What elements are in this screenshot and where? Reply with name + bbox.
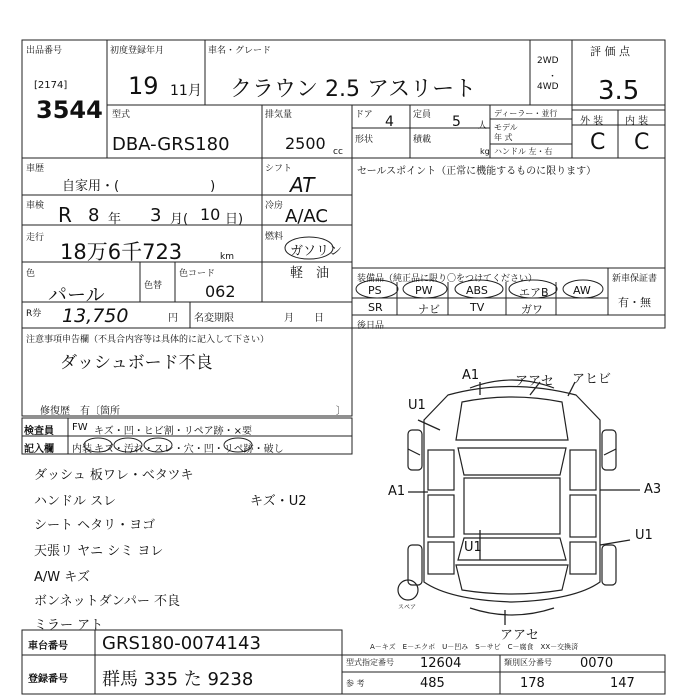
diag-legend: A－キズ E－エクボ U－凹み S－サビ C－腐食 XX－交換済 xyxy=(370,643,579,651)
history-label: 車歴 xyxy=(26,164,45,174)
month-unit: 月( xyxy=(170,212,189,227)
inspector-row2: キズ・汚れ・スレ・穴・凹・リペ跡・破し xyxy=(94,444,284,455)
history-value: 自家用・( ) xyxy=(62,179,216,194)
km-unit: km xyxy=(220,252,234,262)
inspector-fw: FW xyxy=(72,422,88,433)
cc-unit: cc xyxy=(333,147,343,157)
diag-spare: スペア xyxy=(398,604,417,611)
color-code-value: 062 xyxy=(205,282,236,301)
ext-label: 外 装 xyxy=(580,116,604,127)
drive-2wd: 2WD xyxy=(537,56,559,66)
month-day: 月 日 xyxy=(284,313,324,324)
name-change-label: 名変期限 xyxy=(194,313,234,324)
diag-mark-6: A3 xyxy=(644,482,662,497)
ref-value-3: 147 xyxy=(610,676,635,691)
color-code-label: 色コード xyxy=(179,269,216,279)
handle-label: ハンドル 左・右 xyxy=(494,147,553,156)
reg-year: 19 xyxy=(128,72,159,100)
capacity-value: 5 xyxy=(452,114,461,130)
reg-month: 11月 xyxy=(170,83,202,99)
spec-cert-value: 12604 xyxy=(420,656,462,671)
equip-pw: PW xyxy=(415,284,433,297)
lot-sub: [2174] xyxy=(34,80,68,91)
car-name-label: 車名・グレード xyxy=(208,46,272,56)
year-unit: 年 xyxy=(108,212,122,227)
remark-3: シート ヘタリ・ヨゴ xyxy=(34,518,156,533)
remark-side-note: キズ・U2 xyxy=(250,494,307,509)
class-label: 類別区分番号 xyxy=(504,658,552,667)
mileage-value: 18万6千723 xyxy=(60,240,183,264)
diag-mark-9: アアセ xyxy=(500,628,539,643)
inspection-day: 10 xyxy=(200,205,221,224)
reg-value: 群馬 335 た 9238 xyxy=(102,669,254,690)
ref-value-1: 485 xyxy=(420,676,445,691)
model-year-label: モデル xyxy=(494,123,518,132)
ref-value-2: 178 xyxy=(520,676,545,691)
diag-mark-8: U1 xyxy=(464,540,482,555)
inspection-year: 8 xyxy=(88,205,100,226)
day-unit: 日) xyxy=(225,212,244,227)
yen-unit: 円 xyxy=(168,313,178,324)
color-change-label: 色替 xyxy=(144,281,163,291)
rating-value: 3.5 xyxy=(598,76,640,106)
remark-1: ダッシュ 板ワレ・ベタツキ xyxy=(34,468,194,483)
model-value: DBA-GRS180 xyxy=(112,134,230,155)
car-name: クラウン 2.5 アスリート xyxy=(230,77,477,102)
inspector-label1: 検査員 xyxy=(24,426,54,437)
equip-abs: ABS xyxy=(466,284,488,297)
shift-value: AT xyxy=(290,173,315,197)
model-year-label2: 年 式 xyxy=(494,133,513,142)
equip-airbag: エアB xyxy=(519,286,549,299)
diag-mark-7: U1 xyxy=(635,528,653,543)
ac-value: A/AC xyxy=(285,206,328,227)
doors-label: ドア xyxy=(355,110,373,120)
int-value: C xyxy=(634,130,650,155)
inspection-era: R xyxy=(58,203,72,227)
color-value: パール xyxy=(48,284,105,306)
capacity-label: 定員 xyxy=(413,110,432,120)
mileage-label: 走行 xyxy=(26,233,45,243)
drive-dot: ・ xyxy=(548,72,558,82)
inspector-row1: キズ・凹・ヒビ割・リペア跡・×要 xyxy=(94,426,252,437)
equip-tv: TV xyxy=(470,301,485,314)
repair-label: 修復歴 有〔箇所 xyxy=(40,406,120,417)
kg-unit: kg xyxy=(480,147,490,156)
inspector-int-label: 内装 xyxy=(72,444,92,455)
ref-label: 参 考 xyxy=(346,679,365,688)
chassis-value: GRS180-0074143 xyxy=(102,633,261,654)
doors-value: 4 xyxy=(385,114,394,130)
diag-mark-1: A1 xyxy=(462,368,480,383)
notes-value: ダッシュボード不良 xyxy=(60,353,213,373)
shift-label: シフト xyxy=(265,164,293,174)
load-label: 積載 xyxy=(413,135,432,145)
int-label: 内 装 xyxy=(625,116,649,127)
remark-2: ハンドル スレ xyxy=(34,494,117,509)
notes-label: 注意事項申告欄（不具合内容等は具体的に記入して下さい） xyxy=(26,335,270,345)
equip-aw: AW xyxy=(573,284,591,297)
displacement-label: 排気量 xyxy=(265,110,293,120)
lot-number: 3544 xyxy=(36,96,103,124)
remark-5: A/W キズ xyxy=(34,570,90,585)
diag-mark-4: U1 xyxy=(408,398,426,413)
lot-label: 出品番号 xyxy=(26,46,63,56)
fuel-label: 燃料 xyxy=(265,232,284,242)
drive-4wd: 4WD xyxy=(537,82,559,92)
new-warranty-label: 新車保証書 xyxy=(612,274,658,284)
ac-label: 冷房 xyxy=(265,201,284,211)
diag-mark-2: アアセ xyxy=(515,374,554,389)
fuel-other: 軽 油 xyxy=(290,266,330,281)
dealer-label: ディーラー・並行 xyxy=(494,109,558,118)
recycle-value: 13,750 xyxy=(62,305,129,327)
rating-label: 評 価 点 xyxy=(590,45,630,58)
diag-mark-5: A1 xyxy=(388,484,406,499)
class-value: 0070 xyxy=(580,656,614,671)
equip-gawa: ガワ xyxy=(521,303,543,316)
inspection-label: 車検 xyxy=(26,201,45,211)
equip-label: 装備品（純正品に限り〇をつけてください） xyxy=(357,274,538,284)
remark-7: ミラー アト xyxy=(34,618,104,633)
equip-ps: PS xyxy=(368,284,382,297)
recycle-label: R券 xyxy=(26,309,42,319)
person-unit: 人 xyxy=(478,121,488,131)
warranty-value: 有・無 xyxy=(618,296,651,309)
first-reg-label: 初度登録年月 xyxy=(110,46,165,56)
diag-mark-3: アヒビ xyxy=(572,372,612,387)
inspection-month: 3 xyxy=(150,205,162,226)
ext-value: C xyxy=(590,130,606,155)
model-label: 型式 xyxy=(112,110,131,120)
remark-6: ボンネットダンパー 不良 xyxy=(34,594,180,609)
remark-4: 天張リ ヤニ シミ ヨレ xyxy=(34,544,164,559)
inspector-label2: 記入欄 xyxy=(24,444,54,455)
spec-cert-label: 型式指定番号 xyxy=(346,658,394,667)
displacement-value: 2500 xyxy=(285,134,326,153)
repair-close: 〕 xyxy=(336,406,346,417)
shape-label: 形状 xyxy=(355,135,374,145)
equip-navi: ナビ xyxy=(418,303,440,316)
reg-label: 登録番号 xyxy=(28,674,68,685)
fuel-value: ガソリン xyxy=(290,244,343,259)
sales-title: セールスポイント（正常に機能するものに限ります） xyxy=(357,166,597,177)
aftermarket-label: 後日品 xyxy=(357,321,385,331)
chassis-label: 車台番号 xyxy=(28,641,68,652)
equip-sr: SR xyxy=(368,301,383,314)
color-label: 色 xyxy=(26,269,36,279)
